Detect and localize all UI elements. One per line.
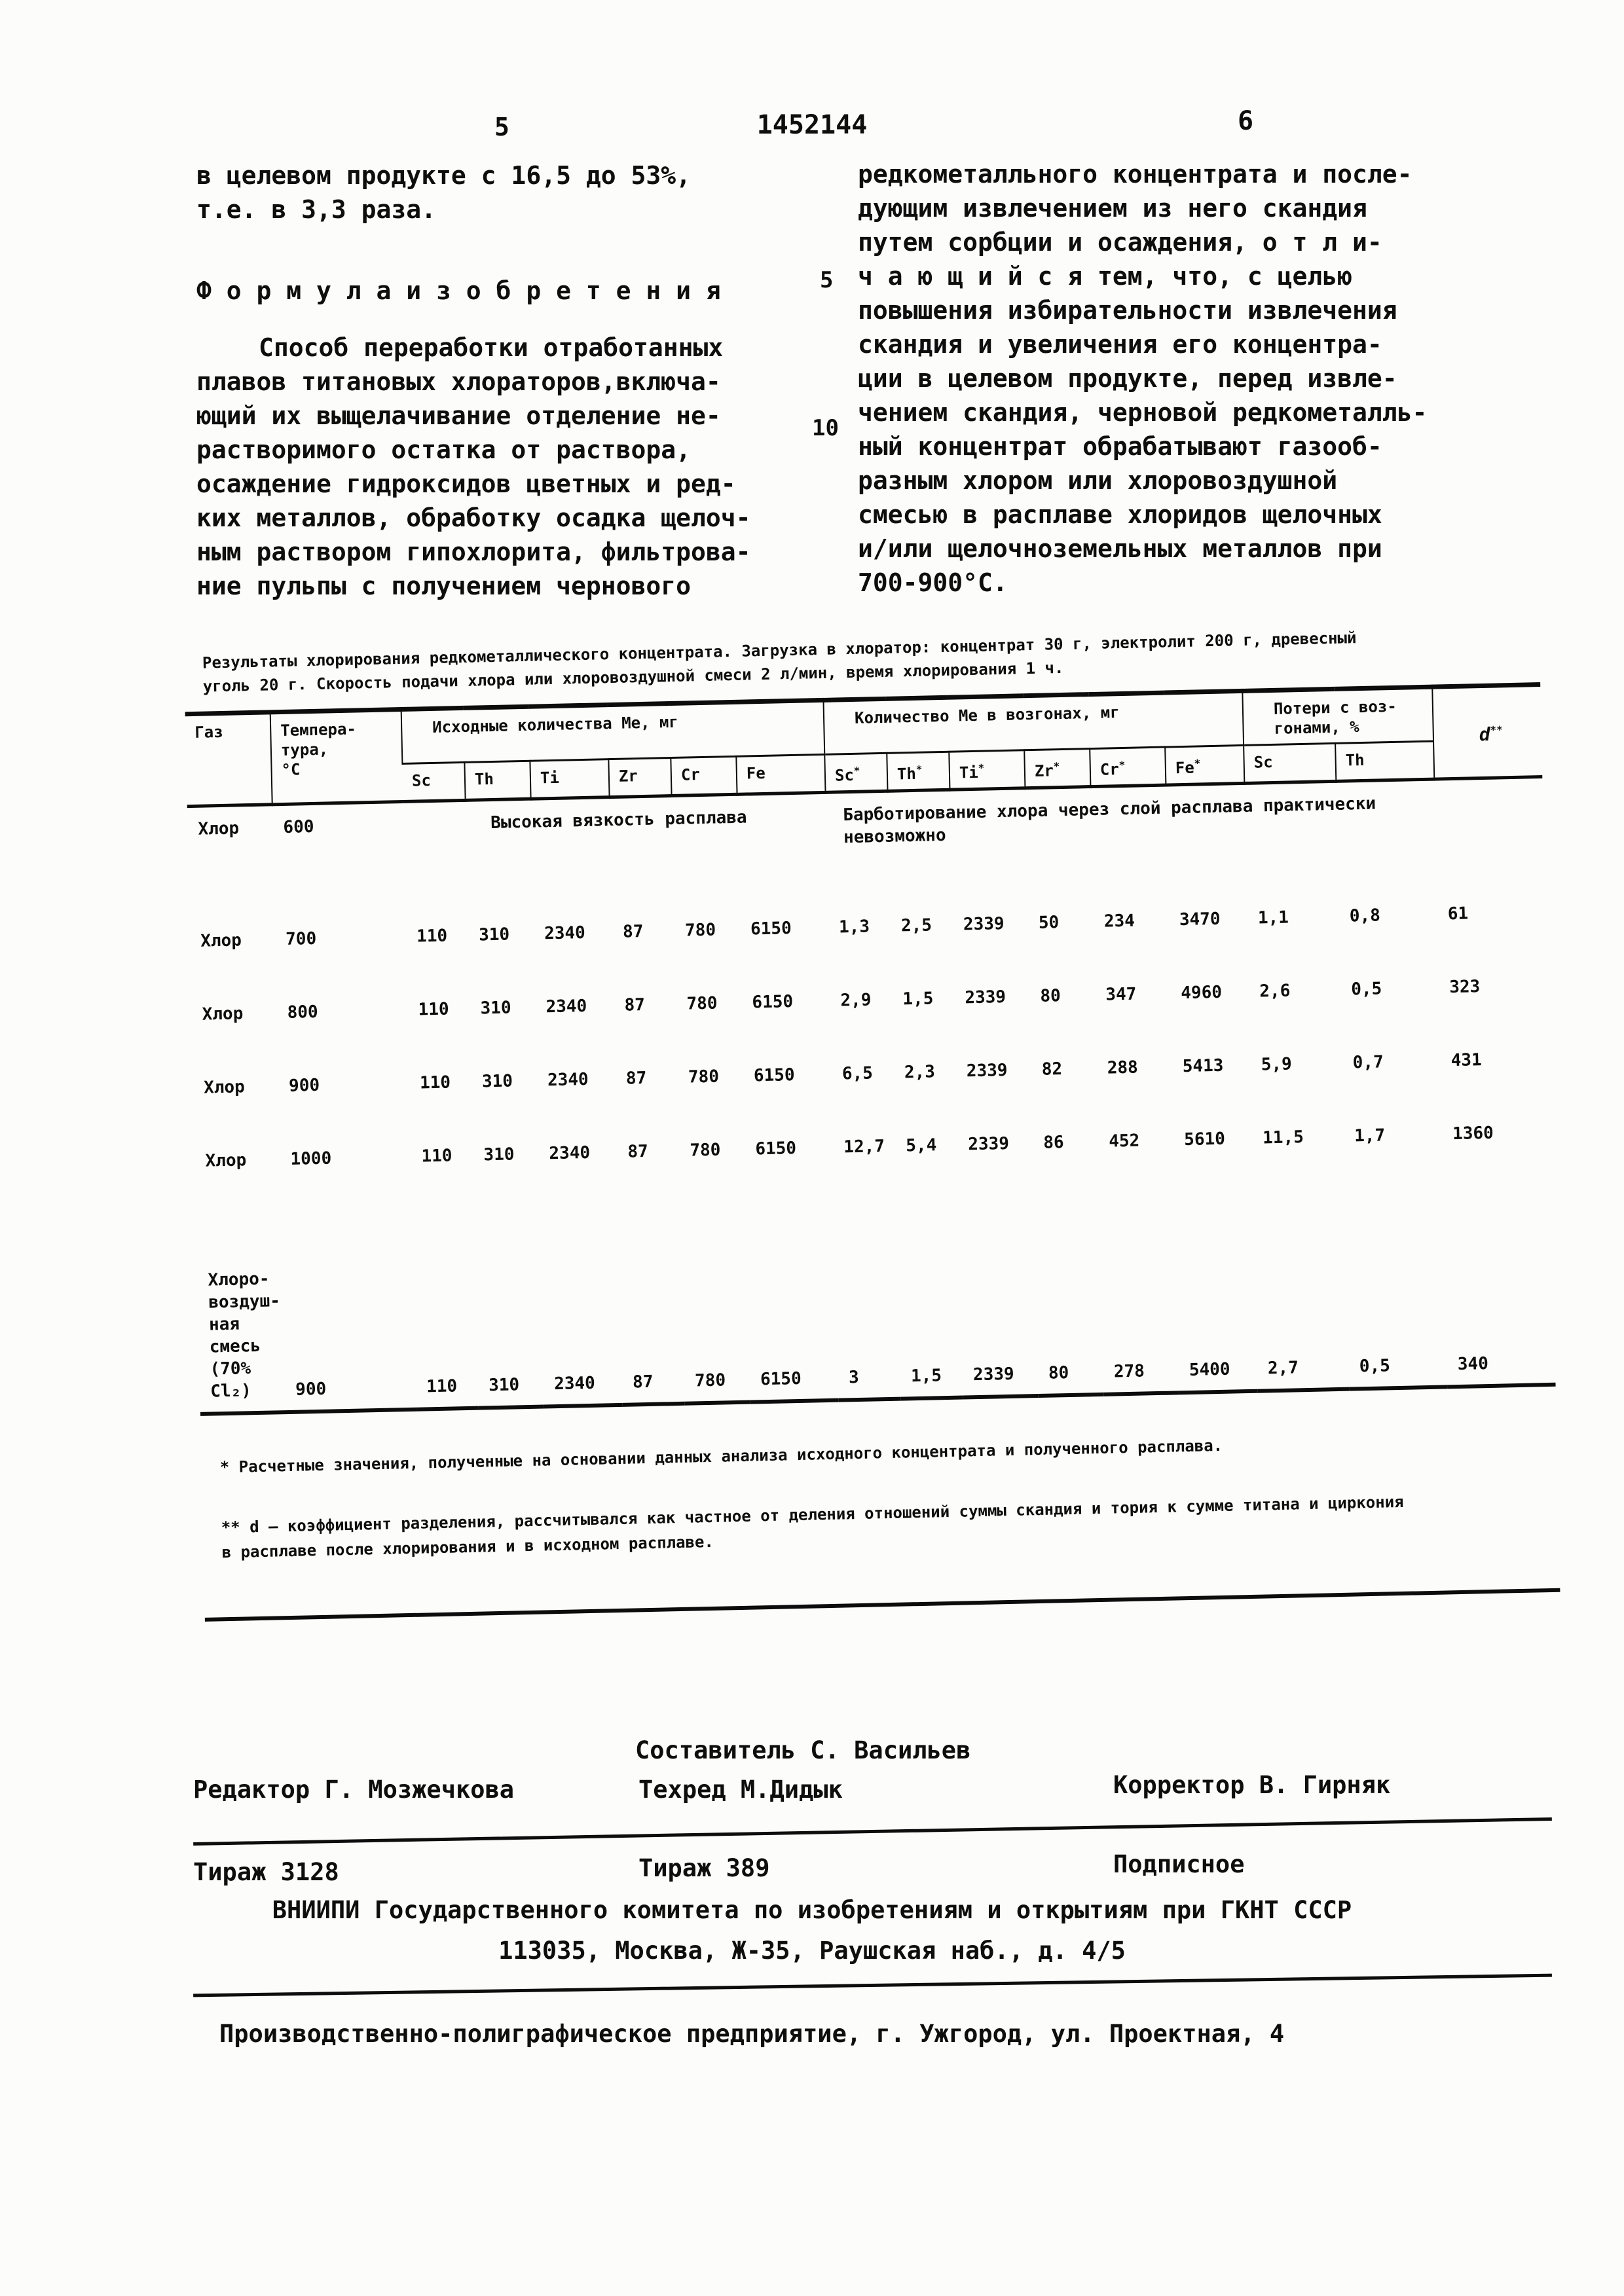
table-cell: 2339 [965,987,1006,1008]
table-cell: 87 [622,921,644,942]
footer-tirazh-2: Тираж 389 [638,1854,770,1882]
table-cell: 900 [295,1379,327,1400]
table-cell: Барботирование хлора через слой расплава практически невозможно [842,793,1376,848]
table-cell: 2340 [553,1373,596,1394]
footer-corrector: Корректор В. Гирняк [1113,1771,1391,1799]
footer-rule-1 [193,1817,1552,1846]
table-cell: 2,5 [900,915,932,936]
table-cell: 87 [625,1068,647,1089]
claim-paragraph-left: Способ переработки отработанных плавов титановых хлораторов,включа- ющий их выщелачивание отделение не- растворимого остатка от раствора, осаждение гидроксидов цветных и ред- ких металлов, обработку осадка щелоч- ным раствором гипохлорита, фильтрова- ние пульпы с получением чернового [196,333,751,600]
table-cell: 2340 [544,922,586,943]
results-table-section [184,622,1567,1622]
table-cell: 2340 [545,996,587,1017]
footnote-2: ** d – коэффициент разделения, рассчитывался как частное от деления отношений суммы скандия и тория к сумме титана и циркония в расплаве после хлорирования и в исходном расплаве. [221,1492,1404,1561]
table-cell: 780 [690,1140,721,1161]
table-cell: 780 [684,920,716,941]
col-header-d-coefficient: d** [1432,685,1542,780]
footer-podpisnoe: Подписное [1113,1850,1245,1878]
table-cell: 80 [1048,1362,1069,1383]
footer-techred: Техред М.Дидык [638,1776,843,1804]
table-cell: 1,1 [1257,907,1289,928]
table-cell: 2,9 [840,989,872,1010]
table-cell: 700 [285,928,317,949]
table-footnotes [219,1400,1566,1600]
table-cell: 6,5 [841,1063,874,1084]
table-cell: 5,4 [906,1135,937,1156]
table-cell: 6150 [755,1138,797,1159]
table-cell: 600 [283,816,314,837]
col-header-gas: Газ [194,722,223,742]
table-cell: 0,7 [1352,1051,1384,1072]
table-cell: 110 [418,999,449,1020]
table-cell: 800 [287,1002,318,1023]
table-cell: 0,8 [1349,905,1381,926]
table-cell: 310 [488,1374,520,1395]
table-cell: 6150 [752,991,794,1012]
table-cell: 80 [1040,985,1061,1006]
table-cell: Высокая вязкость расплава [490,807,747,833]
col-group-sublimate-amounts: Количество Ме в возгонах, мг [823,691,1244,754]
footer-rule-2 [193,1974,1552,1997]
table-cell: 310 [480,997,511,1018]
claim-paragraph-right: редкометалльного концентрата и после- дующим извлечением из него скандия путем сорбции и осаждения, о т л и- ч а ю щ и й с я тем, что, с целью повышения избирательности извлечения скандия и увеличения его концентра- ции в целевом продукте, перед извле- чением скандия, черновой редкометалль- ный концентрат обрабатывают газооб- разным хлором или хлоровоздушной смесью в расплаве хлоридов щелочных и/или щелочноземельных металлов при 700-900°С. [858,160,1428,597]
table-cell: 2339 [967,1133,1010,1154]
table-cell: 110 [426,1376,458,1396]
table-cell: 452 [1108,1131,1140,1152]
table-cell: 431 [1450,1049,1482,1070]
col-header-element: Fe* [1165,745,1244,785]
table-cell: 110 [421,1145,452,1166]
margin-line-number-5: 5 [820,267,834,293]
footer-printer: Производственно-полиграфическое предприятие, г. Ужгород, ул. Проектная, 4 [219,2020,1285,2048]
table-caption: Результаты хлорирования редкометаллического концентрата. Загрузка в хлоратор: концентрат 30 г, электролит 200 г, древесный уголь 20 г. Скорость подачи хлора или хлоровоздушной смеси 2 л/мин, время хлорирования 1 ч. [202,629,1357,696]
table-cell: 6150 [750,918,792,939]
table-cell: Хлор [205,1150,247,1171]
table-row [196,1168,1556,1413]
table-cell: 278 [1113,1360,1145,1381]
formula-heading: Ф о р м у л а и з о б р е т е н и я [196,276,721,305]
col-header-element: Th [464,761,530,800]
table-cell: Хлор [202,1003,244,1025]
col-group-losses: Потери с воз- гонами, % [1242,687,1433,745]
table-cell: 2340 [547,1069,589,1090]
col-header-element: Zr* [1024,749,1090,788]
table-cell: Хлоро- воздуш- ная смесь (70% Cl₂) [208,1269,281,1402]
left-column-paragraph: в целевом продукте с 16,5 до 53%, т.е. в 3,3 раза. [196,161,691,224]
footer-editor: Редактор Г. Мозжечкова [193,1776,515,1804]
table-cell: 780 [688,1066,720,1087]
col-header-element: Ti [530,759,609,799]
table-cell: 347 [1105,984,1137,1005]
table-cell: 61 [1447,903,1469,924]
table-cell: 0,5 [1350,978,1382,999]
table-cell: 3 [848,1367,860,1387]
table-cell: 2,6 [1259,980,1291,1001]
footnote-1: * Расчетные значения, полученные на основании данных анализа исходного концентрата и полученного расплава. [219,1436,1223,1476]
col-header-element: Cr* [1090,747,1166,786]
table-cell: 110 [419,1072,451,1093]
page-number-right: 6 [1238,106,1254,136]
table-cell: 1360 [1452,1123,1494,1144]
table-cell: 310 [481,1070,513,1091]
col-header-element: Th* [887,752,950,791]
table-cell: 5400 [1189,1359,1230,1380]
table-cell: 310 [483,1144,515,1165]
col-group-initial-amounts: Исходные количества Ме, мг [401,700,825,763]
table-cell: 82 [1041,1059,1063,1080]
table-cell: 87 [624,994,646,1015]
table-cell: Хлор [203,1076,246,1098]
table-cell: 780 [686,993,718,1014]
table-cell: 2,3 [904,1061,936,1082]
table-cell: 310 [478,924,510,945]
table-cell: 50 [1038,912,1060,933]
table-cell: 340 [1457,1353,1489,1374]
col-header-element: Ti* [949,750,1025,790]
footer-vniipi: ВНИИПИ Государственного комитета по изобретениям и открытиям при ГКНТ СССР [272,1896,1352,1924]
col-header-element: Th [1335,741,1434,781]
table-cell: 323 [1449,976,1481,997]
results-table [185,682,1556,1415]
table-cell: 4960 [1181,982,1223,1003]
table-cell: 1,7 [1354,1125,1386,1146]
col-header-element: Zr [608,758,671,797]
table-cell: 11,5 [1262,1127,1304,1148]
table-cell: 288 [1107,1057,1139,1078]
col-header-element: Sc [1244,743,1336,783]
col-header-element: Cr [671,756,737,795]
margin-line-number-10: 10 [812,415,839,441]
table-cell: Хлор [198,818,240,839]
table-cell: 2339 [966,1060,1008,1081]
footer-tirazh-1: Тираж 3128 [193,1858,339,1886]
table-cell: 2339 [972,1364,1014,1385]
table-cell: 2339 [963,913,1005,934]
col-header-element: Sc [411,771,432,790]
table-cell: 12,7 [843,1136,885,1157]
table-cell: 900 [288,1075,320,1096]
table-cell: 5,9 [1261,1053,1293,1074]
table-cell: 86 [1043,1132,1064,1153]
table-cell: 5610 [1183,1129,1226,1150]
table-cell: 780 [694,1370,726,1391]
table-cell: 3470 [1179,909,1221,930]
page-number-left: 5 [494,113,509,141]
table-cell: 1,3 [838,916,870,937]
table-cell: 234 [1103,911,1135,932]
table-cell: Хлор [200,930,242,951]
table-cell: 2340 [549,1142,591,1163]
col-header-temperature: Темпера- тура, °С [270,709,403,804]
table-cell: 110 [416,926,448,947]
table-cell: 1,5 [902,988,934,1009]
table-cell: 87 [632,1372,654,1393]
patent-number: 1452144 [756,110,868,140]
footer-compiler: Составитель С. Васильев [635,1736,971,1764]
table-cell: 2,7 [1267,1357,1299,1378]
table-cell: 87 [627,1141,649,1162]
footer-address: 113035, Москва, Ж-35, Раушская наб., д. 4/5 [498,1937,1126,1965]
table-cell: 1,5 [910,1365,942,1386]
table-cell: 6150 [753,1065,795,1085]
col-header-element: Sc* [824,753,887,792]
col-header-element: Fe [736,754,825,794]
table-cell: 0,5 [1359,1355,1391,1376]
table-cell: 5413 [1182,1055,1224,1076]
table-cell: 1000 [290,1148,332,1169]
table-cell: 6150 [760,1368,802,1389]
